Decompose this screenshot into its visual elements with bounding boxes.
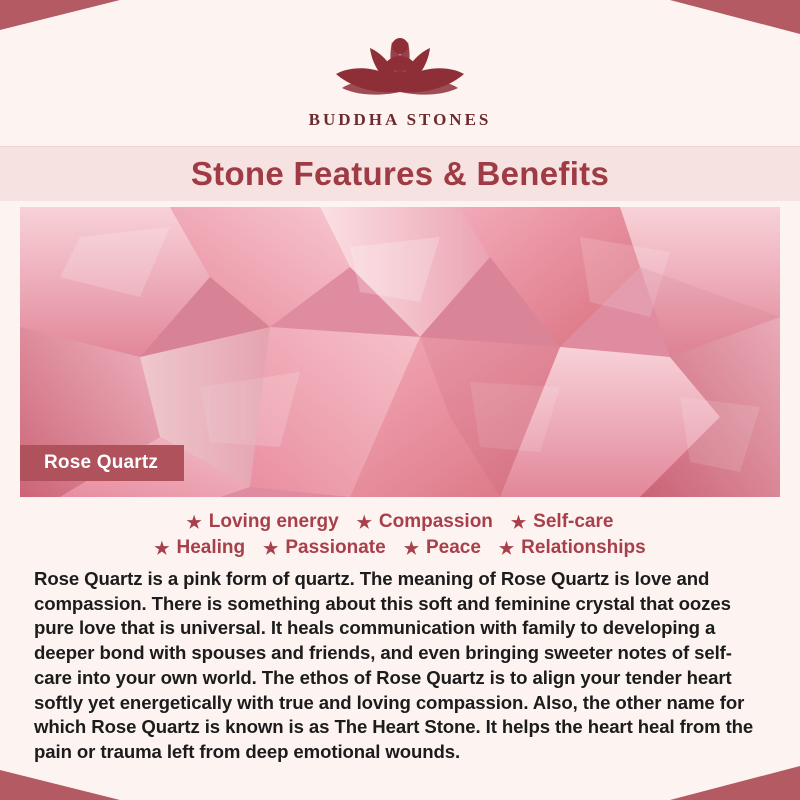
brand-name: BUDDHA STONES [308,110,492,129]
keyword-row-2 [36,537,764,559]
page-title: Stone Features & Benefits [190,155,610,192]
lotus-meditation-figure-icon [310,22,490,108]
keyword-list [0,511,800,559]
star-icon: ★ [498,538,515,558]
keyword-item [511,511,614,533]
star-icon: ★ [186,512,202,532]
corner-decoration-top-right [670,0,800,34]
keyword-label: Compassion [378,511,493,532]
keyword-label: Healing [176,537,246,558]
corner-decoration-bottom-left [0,770,120,800]
keyword-item [404,537,481,559]
keyword-item [154,537,245,559]
star-icon: ★ [154,538,170,558]
keyword-label: Self-care [533,511,614,532]
title-banner [0,146,800,201]
corner-decoration-bottom-right [670,766,800,800]
keyword-item [499,537,646,559]
hero-image [20,207,780,497]
stone-name-label: Rose Quartz [20,445,184,481]
keyword-item [263,537,386,559]
star-icon: ★ [403,538,419,558]
star-icon: ★ [263,538,279,558]
keyword-row-1 [36,511,764,533]
star-icon: ★ [356,512,372,532]
corner-decoration-top-left [0,0,120,30]
star-icon: ★ [510,512,527,532]
keyword-label: Relationships [521,537,646,558]
keyword-label: Passionate [285,537,386,558]
description-text: Rose Quartz is a pink form of quartz. The meaning of Rose Quartz is love and compassion. There is something about this soft and feminine crystal that oozes pure love that is universal. It heals communication with family to developing a deeper bond with spouses and friends, and even bringing sweeter notes of self-care into your own world. The ethos of Rose Quartz is to align your tender heart softly yet energetically with true and loving compassion. Also, the other name for which Rose Quartz is known is as The Heart Stone. It helps the heart heal from the pain or trauma left from deep emotional wounds. [34,568,754,763]
keyword-label: Loving energy [208,511,339,532]
keyword-label: Peace [425,537,481,558]
keyword-item [357,511,493,533]
keyword-item [187,511,339,533]
